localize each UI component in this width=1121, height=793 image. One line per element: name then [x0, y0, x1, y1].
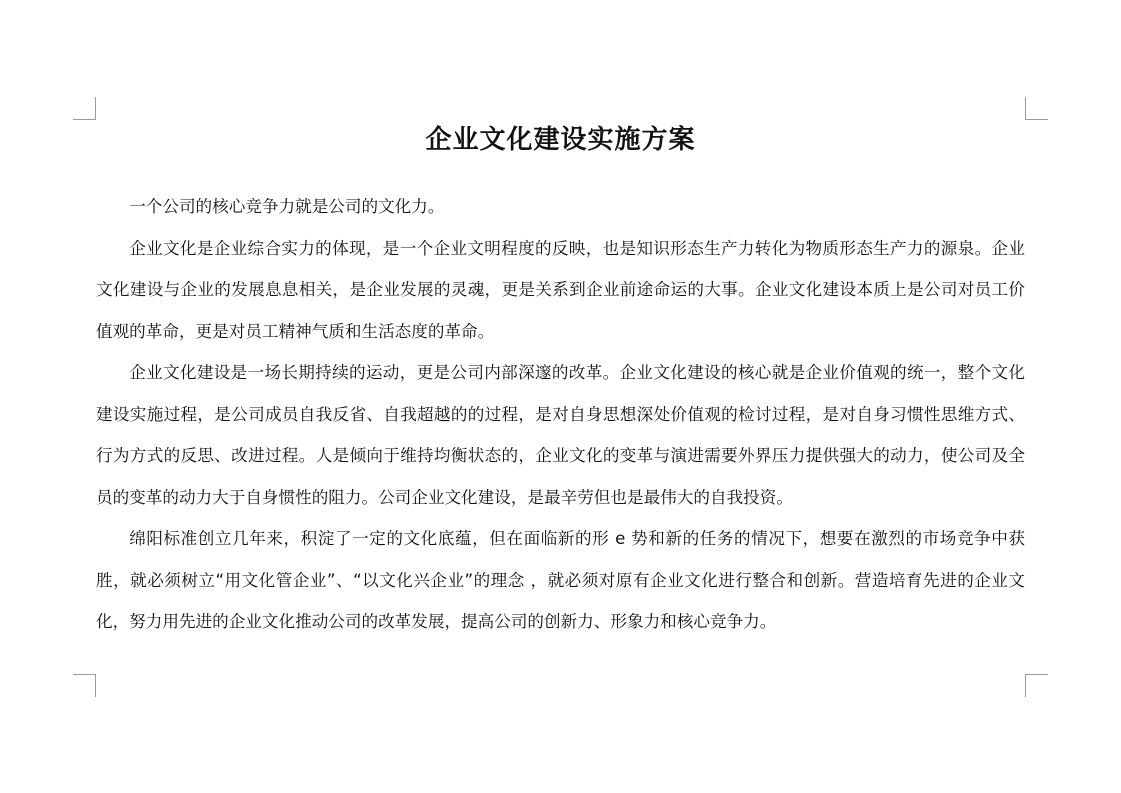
margin-corner-top-left: [73, 97, 96, 120]
paragraph-1: 一个公司的核心竞争力就是公司的文化力。: [129, 197, 445, 216]
paragraph-3: 企业文化建设是一场长期持续的运动，更是公司内部深邃的改革。企业文化建设的核心就是企业价值观的统一，整个文化建设实施过程，是公司成员自我反省、自我超越的的过程，是对自身思想深处价值观的检讨过程，是对自身习惯性思维方式、行为方式的反思、改进过程。人是倾向于维持均衡状态的，企业文化的变革与演进需要外界压力提供强大的动力，使公司及全员的变革的动力大于自身惯性的阻力。公司企业文化建设，是最辛劳但也是最伟大的自我投资。: [96, 363, 1025, 507]
margin-corner-top-right: [1025, 97, 1048, 120]
document-body[interactable]: [96, 120, 1025, 643]
paragraph-4: 绵阳标准创立几年来，积淀了一定的文化底蕴，但在面临新的形 e 势和新的任务的情况下，想要在激烈的市场竞争中获胜，就必须树立“用文化管企业”、“以文化兴企业”的理念 ，就必须对原有企业文化进行整合和创新。营造培育先进的企业文化，努力用先进的企业文化推动公司的改革发展，提高公司的创新力、形象力和核心竞争力。: [96, 529, 1025, 631]
margin-corner-bottom-right: [1025, 674, 1048, 697]
margin-corner-bottom-left: [73, 674, 96, 697]
document-title: 企业文化建设实施方案: [425, 125, 696, 155]
paragraph-2: 企业文化是企业综合实力的体现，是一个企业文明程度的反映，也是知识形态生产力转化为物质形态生产力的源泉。企业文化建设与企业的发展息息相关，是企业发展的灵魂，更是关系到企业前途命运的大事。企业文化建设本质上是公司对员工价值观的革命，更是对员工精神气质和生活态度的革命。: [96, 238, 1025, 341]
